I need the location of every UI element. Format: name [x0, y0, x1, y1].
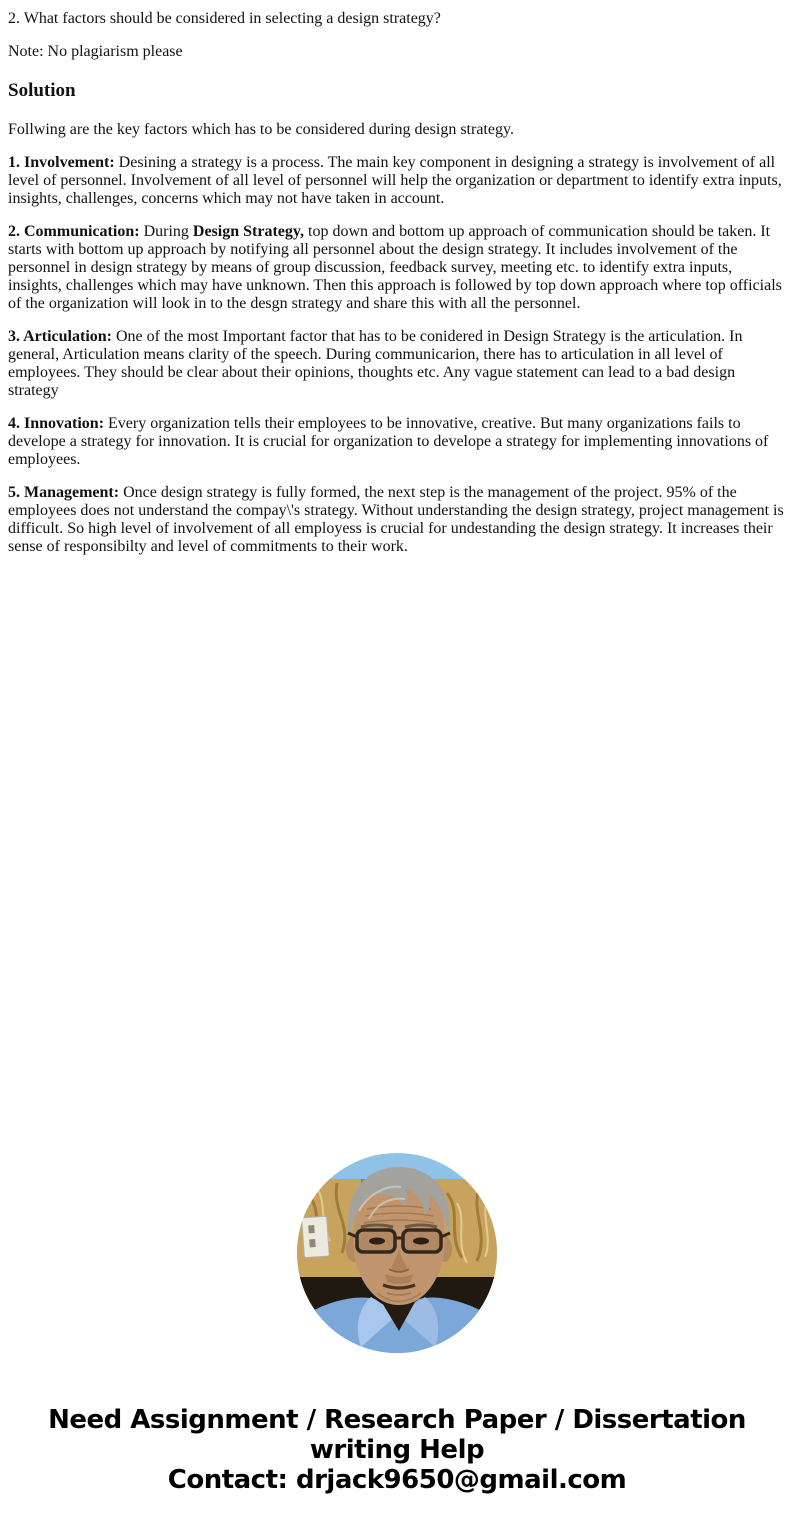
factor-paragraph-communication [8, 223, 786, 313]
tutor-photo-image [297, 1153, 497, 1353]
factor-text-innovation: Every organization tells their employees to be innovative, creative. But many organizations fails to develope a strategy for innovation. It is crucial for organization to develope a strategy for implementing innovations of employees. [8, 415, 769, 468]
footer-line-2: writing Help [309, 1435, 485, 1465]
factor-paragraph-innovation [8, 415, 786, 469]
factor-label-involvement: 1. Involvement: [8, 154, 115, 171]
document-body [0, 10, 794, 1495]
factor-paragraph-management [8, 484, 786, 556]
factor-text-management: Once design strategy is fully formed, the next step is the management of the project. 95% of the employees does not understand the compay\'s strategy. Without understanding the design strategy, project management is difficult. So high level of involvement of all employess is crucial for undestanding the design strategy. It increases their sense of responsibilty and level of commitments to their work. [8, 484, 784, 555]
inline-bold-design-strategy: Design Strategy, [192, 223, 304, 240]
footer-line-1: Need Assignment / Research Paper / Dissertation [48, 1405, 746, 1435]
footer-line-3: Contact: drjack9650@gmail.com [167, 1465, 627, 1495]
footer-banner [8, 1405, 786, 1495]
factor-label-innovation: 4. Innovation: [8, 415, 105, 432]
factor-paragraph-articulation [8, 328, 786, 400]
factor-label-articulation: 3. Articulation: [8, 328, 112, 345]
factor-text-involvement: Desining a strategy is a process. The main key component in designing a strategy is involvement of all level of personnel. Involvement of all level of personnel will help the organization or department to identify extra inputs, insights, challenges, concerns which may not have taken in account. [8, 154, 782, 207]
factor-text-communication-pre: During [139, 223, 193, 240]
intro-text: Follwing are the key factors which has to be considered during design strategy. [8, 121, 514, 138]
light-switch [302, 1216, 330, 1258]
solution-heading: Solution [8, 80, 76, 101]
question-text: 2. What factors should be considered in selecting a design strategy? [8, 10, 441, 27]
note-text: Note: No plagiarism please [8, 43, 183, 60]
factor-label-management: 5. Management: [8, 484, 120, 501]
factor-text-articulation: One of the most Important factor that has to be conidered in Design Strategy is the articulation. In general, Articulation means clarity of the speech. During communicarion, there has to articulation in all level of employees. They should be clear about their opinions, thoughts etc. Any vague statement can lead to a bad design strategy [8, 328, 743, 399]
factor-paragraph-involvement [8, 154, 786, 208]
tutor-avatar [8, 1153, 786, 1353]
factor-text-communication: top down and bottom up approach of communication should be taken. It starts with bottom up approach by notifying all personnel about the design strategy. It includes involvement of the personnel in design strategy by means of group discussion, feedback survey, meeting etc. to identify extra inputs, insights, challenges which may have unknown. Then this approach is followed by top down approach where top officials of the organization will look in to the desgn strategy and share this with all the personnel. [8, 223, 782, 312]
factor-label-communication: 2. Communication: [8, 223, 140, 240]
